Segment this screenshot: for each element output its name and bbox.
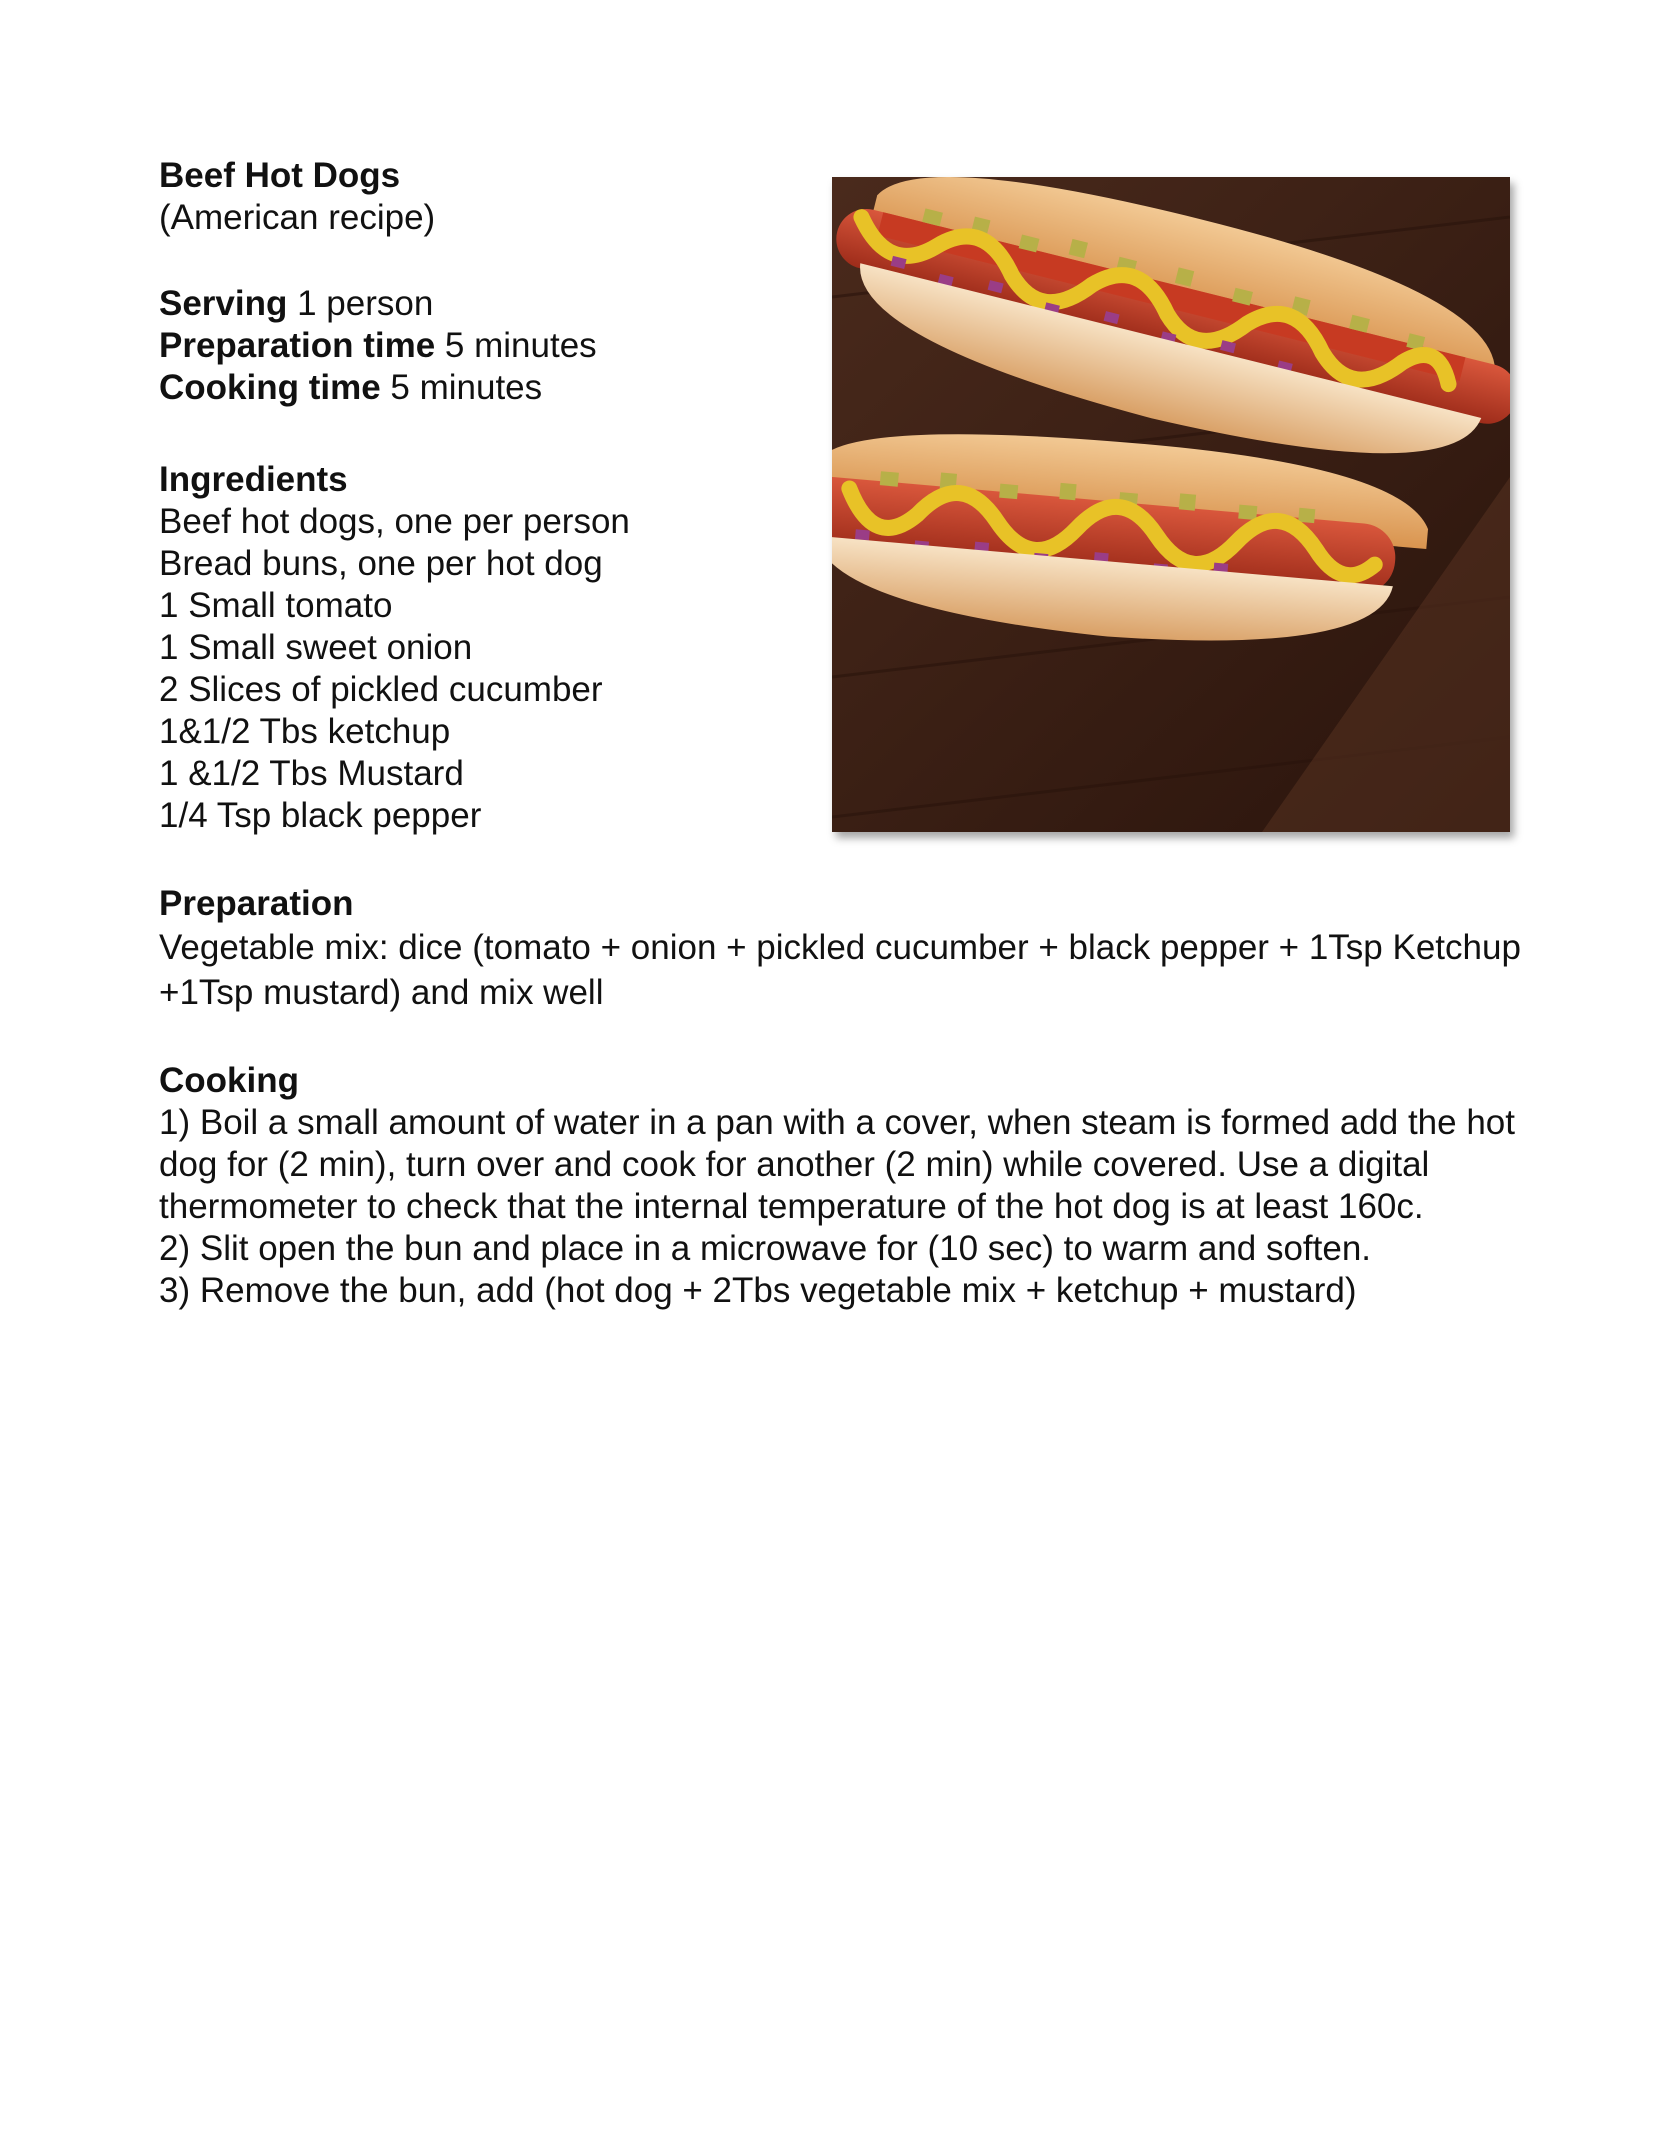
preparation-heading: Preparation — [159, 884, 354, 923]
ingredient-item: Beef hot dogs, one per person — [159, 502, 630, 541]
serving-value: 1 person — [287, 284, 434, 323]
preparation-section — [159, 883, 1539, 1015]
ingredient-item: 1 &1/2 Tbs Mustard — [159, 754, 464, 793]
cooking-step: 3) Remove the bun, add (hot dog + 2Tbs vegetable mix + ketchup + mustard) — [159, 1271, 1357, 1310]
ingredient-item: Bread buns, one per hot dog — [159, 544, 603, 583]
prep-time-value: 5 minutes — [435, 326, 597, 365]
serving-label: Serving — [159, 284, 288, 323]
prep-time-label: Preparation time — [159, 326, 436, 365]
cooking-step: 1) Boil a small amount of water in a pan with a cover, when steam is formed add the hot dog for (2 min), turn over and cook for another (2 min) while covered. Use a digital thermometer to check that the internal temperature of the hot dog is at least 160c. — [159, 1103, 1515, 1226]
ingredient-item: 1/4 Tsp black pepper — [159, 796, 482, 835]
meta-section — [159, 283, 597, 409]
ingredient-item: 1 Small tomato — [159, 586, 393, 625]
recipe-title: Beef Hot Dogs — [159, 156, 401, 195]
cooking-heading: Cooking — [159, 1061, 299, 1100]
prep-time-line — [159, 325, 597, 367]
ingredient-item: 2 Slices of pickled cucumber — [159, 670, 603, 709]
hot-dog-illustration — [832, 177, 1510, 832]
ingredient-item: 1&1/2 Tbs ketchup — [159, 712, 451, 751]
title-section — [159, 155, 435, 239]
cooking-step: 2) Slit open the bun and place in a microwave for (10 sec) to warm and soften. — [159, 1229, 1372, 1268]
cook-time-line — [159, 367, 597, 409]
cook-time-value: 5 minutes — [380, 368, 543, 407]
ingredient-item: 1 Small sweet onion — [159, 628, 473, 667]
ingredients-heading: Ingredients — [159, 460, 348, 499]
recipe-subtitle: (American recipe) — [159, 198, 436, 237]
cook-time-label: Cooking time — [159, 368, 381, 407]
hot-dog-photo — [832, 177, 1510, 832]
cooking-section — [159, 1060, 1539, 1312]
preparation-text: Vegetable mix: dice (tomato + onion + pickled cucumber + black pepper + 1Tsp Ketchup +1Tsp mustard) and mix well — [159, 928, 1521, 1012]
ingredients-section — [159, 459, 630, 837]
serving-line — [159, 283, 597, 325]
